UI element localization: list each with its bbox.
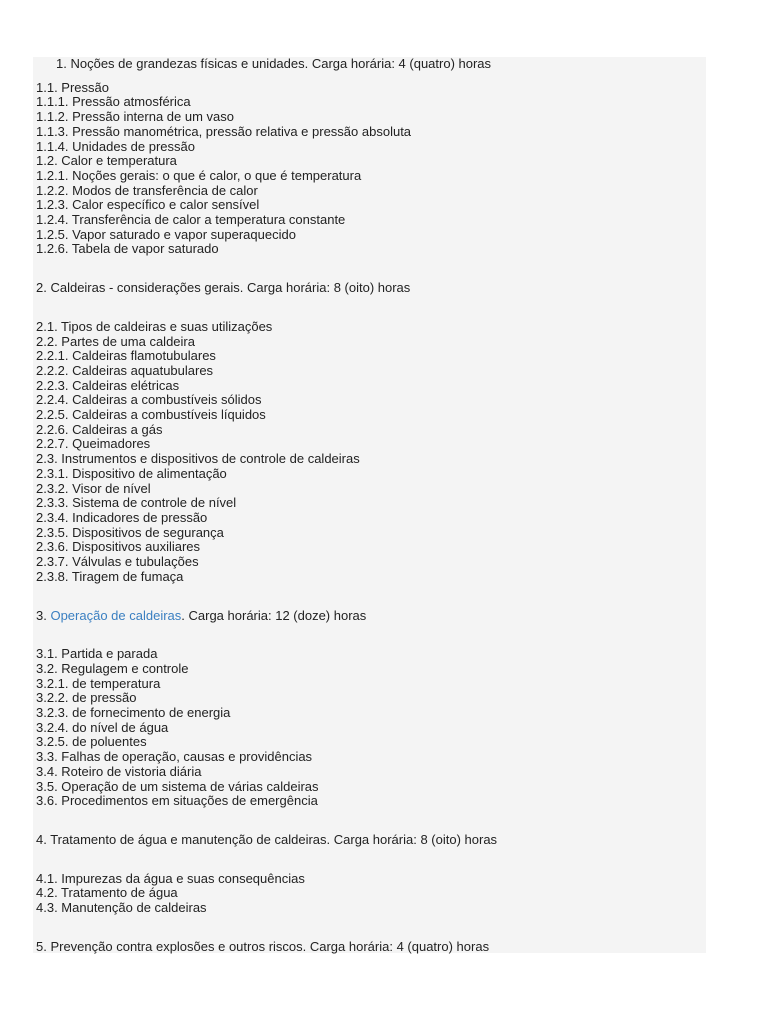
list-item: 3.2.2. de pressão — [36, 690, 137, 706]
section-3-prefix: 3. — [36, 607, 51, 623]
list-item: 4.2. Tratamento de água — [36, 885, 178, 901]
section-3-list — [36, 647, 696, 809]
list-item: 1.1.4. Unidades de pressão — [36, 138, 195, 154]
list-item: 2.2.4. Caldeiras a combustíveis sólidos — [36, 392, 262, 408]
spacer — [36, 585, 696, 609]
section-1-number: 1. — [56, 56, 67, 71]
list-item: 2.3.2. Visor de nível — [36, 480, 151, 496]
list-item: 1.2.1. Noções gerais: o que é calor, o que é temperatura — [36, 167, 362, 183]
section-5-heading: 5. Prevenção contra explosões e outros riscos. Carga horária: 4 (quatro) horas — [36, 938, 490, 954]
list-item: 1.2.5. Vapor saturado e vapor superaquecido — [36, 226, 296, 242]
list-item: 2.3.4. Indicadores de pressão — [36, 509, 208, 525]
list-item: 3.6. Procedimentos em situações de emergência — [36, 793, 318, 809]
list-item: 1.1.2. Pressão interna de um vaso — [36, 109, 235, 125]
list-item: 1.1.1. Pressão atmosférica — [36, 94, 191, 110]
list-item: 3.2.5. de poluentes — [36, 734, 147, 750]
list-item: 1.2.2. Modos de transferência de calor — [36, 182, 258, 198]
spacer — [36, 809, 696, 833]
spacer — [36, 257, 696, 281]
list-item: 2.3.5. Dispositivos de segurança — [36, 524, 224, 540]
list-item: 4.3. Manutenção de caldeiras — [36, 900, 207, 916]
list-item: 2.2. Partes de uma caldeira — [36, 333, 195, 349]
list-item: 3.3. Falhas de operação, causas e providências — [36, 749, 313, 765]
list-item: 2.3.8. Tiragem de fumaça — [36, 568, 184, 584]
list-item: 2.2.2. Caldeiras aquatubulares — [36, 362, 214, 378]
operacao-de-caldeiras-link[interactable]: Operação de caldeiras — [50, 607, 182, 623]
list-item: 3.2. Regulagem e controle — [36, 660, 189, 676]
section-1-title: Noções de grandezas físicas e unidades. Carga horária: 4 (quatro) horas — [70, 56, 492, 71]
list-item: 4.1. Impurezas da água e suas consequências — [36, 870, 305, 886]
list-item: 3.2.3. de fornecimento de energia — [36, 705, 231, 721]
list-item: 1.2.3. Calor específico e calor sensível — [36, 197, 260, 213]
spacer — [36, 848, 696, 872]
list-item: 1.2. Calor e temperatura — [36, 153, 177, 169]
section-2-heading: 2. Caldeiras - considerações gerais. Carga horária: 8 (oito) horas — [36, 280, 411, 296]
list-item: 2.3.6. Dispositivos auxiliares — [36, 539, 201, 555]
list-item: 1.1.3. Pressão manométrica, pressão relativa e pressão absoluta — [36, 123, 412, 139]
spacer — [36, 623, 696, 647]
spacer — [36, 72, 696, 81]
list-item: 2.3. Instrumentos e dispositivos de controle de caldeiras — [36, 451, 360, 467]
section-3-suffix: . Carga horária: 12 (doze) horas — [181, 607, 367, 623]
list-item: 2.2.7. Queimadores — [36, 436, 151, 452]
section-1-list — [36, 81, 696, 257]
list-item: 3.1. Partida e parada — [36, 646, 158, 662]
list-item: 3.5. Operação de um sistema de várias caldeiras — [36, 778, 319, 794]
list-item: 2.2.3. Caldeiras elétricas — [36, 377, 180, 393]
section-3-heading — [36, 609, 696, 624]
list-item: 2.2.5. Caldeiras a combustíveis líquidos — [36, 407, 266, 423]
list-item: 1.1. Pressão — [36, 79, 109, 95]
section-2-list — [36, 320, 696, 585]
list-item: 2.1. Tipos de caldeiras e suas utilizações — [36, 318, 273, 334]
document-content — [36, 57, 696, 954]
section-4-list — [36, 872, 696, 916]
section-4-heading: 4. Tratamento de água e manutenção de caldeiras. Carga horária: 8 (oito) horas — [36, 831, 498, 847]
list-item: 2.3.1. Dispositivo de alimentação — [36, 465, 227, 481]
list-item: 3.4. Roteiro de vistoria diária — [36, 763, 202, 779]
list-item: 1.2.6. Tabela de vapor saturado — [36, 241, 219, 257]
list-item: 3.2.1. de temperatura — [36, 675, 161, 691]
list-item: 2.2.1. Caldeiras flamotubulares — [36, 348, 216, 364]
section-1-heading — [36, 57, 696, 72]
list-item: 2.2.6. Caldeiras a gás — [36, 421, 163, 437]
list-item: 1.2.4. Transferência de calor a temperatura constante — [36, 212, 346, 228]
list-item: 2.3.3. Sistema de controle de nível — [36, 495, 237, 511]
list-item: 2.3.7. Válvulas e tubulações — [36, 554, 199, 570]
spacer — [36, 916, 696, 940]
spacer — [36, 296, 696, 320]
list-item: 3.2.4. do nível de água — [36, 719, 169, 735]
